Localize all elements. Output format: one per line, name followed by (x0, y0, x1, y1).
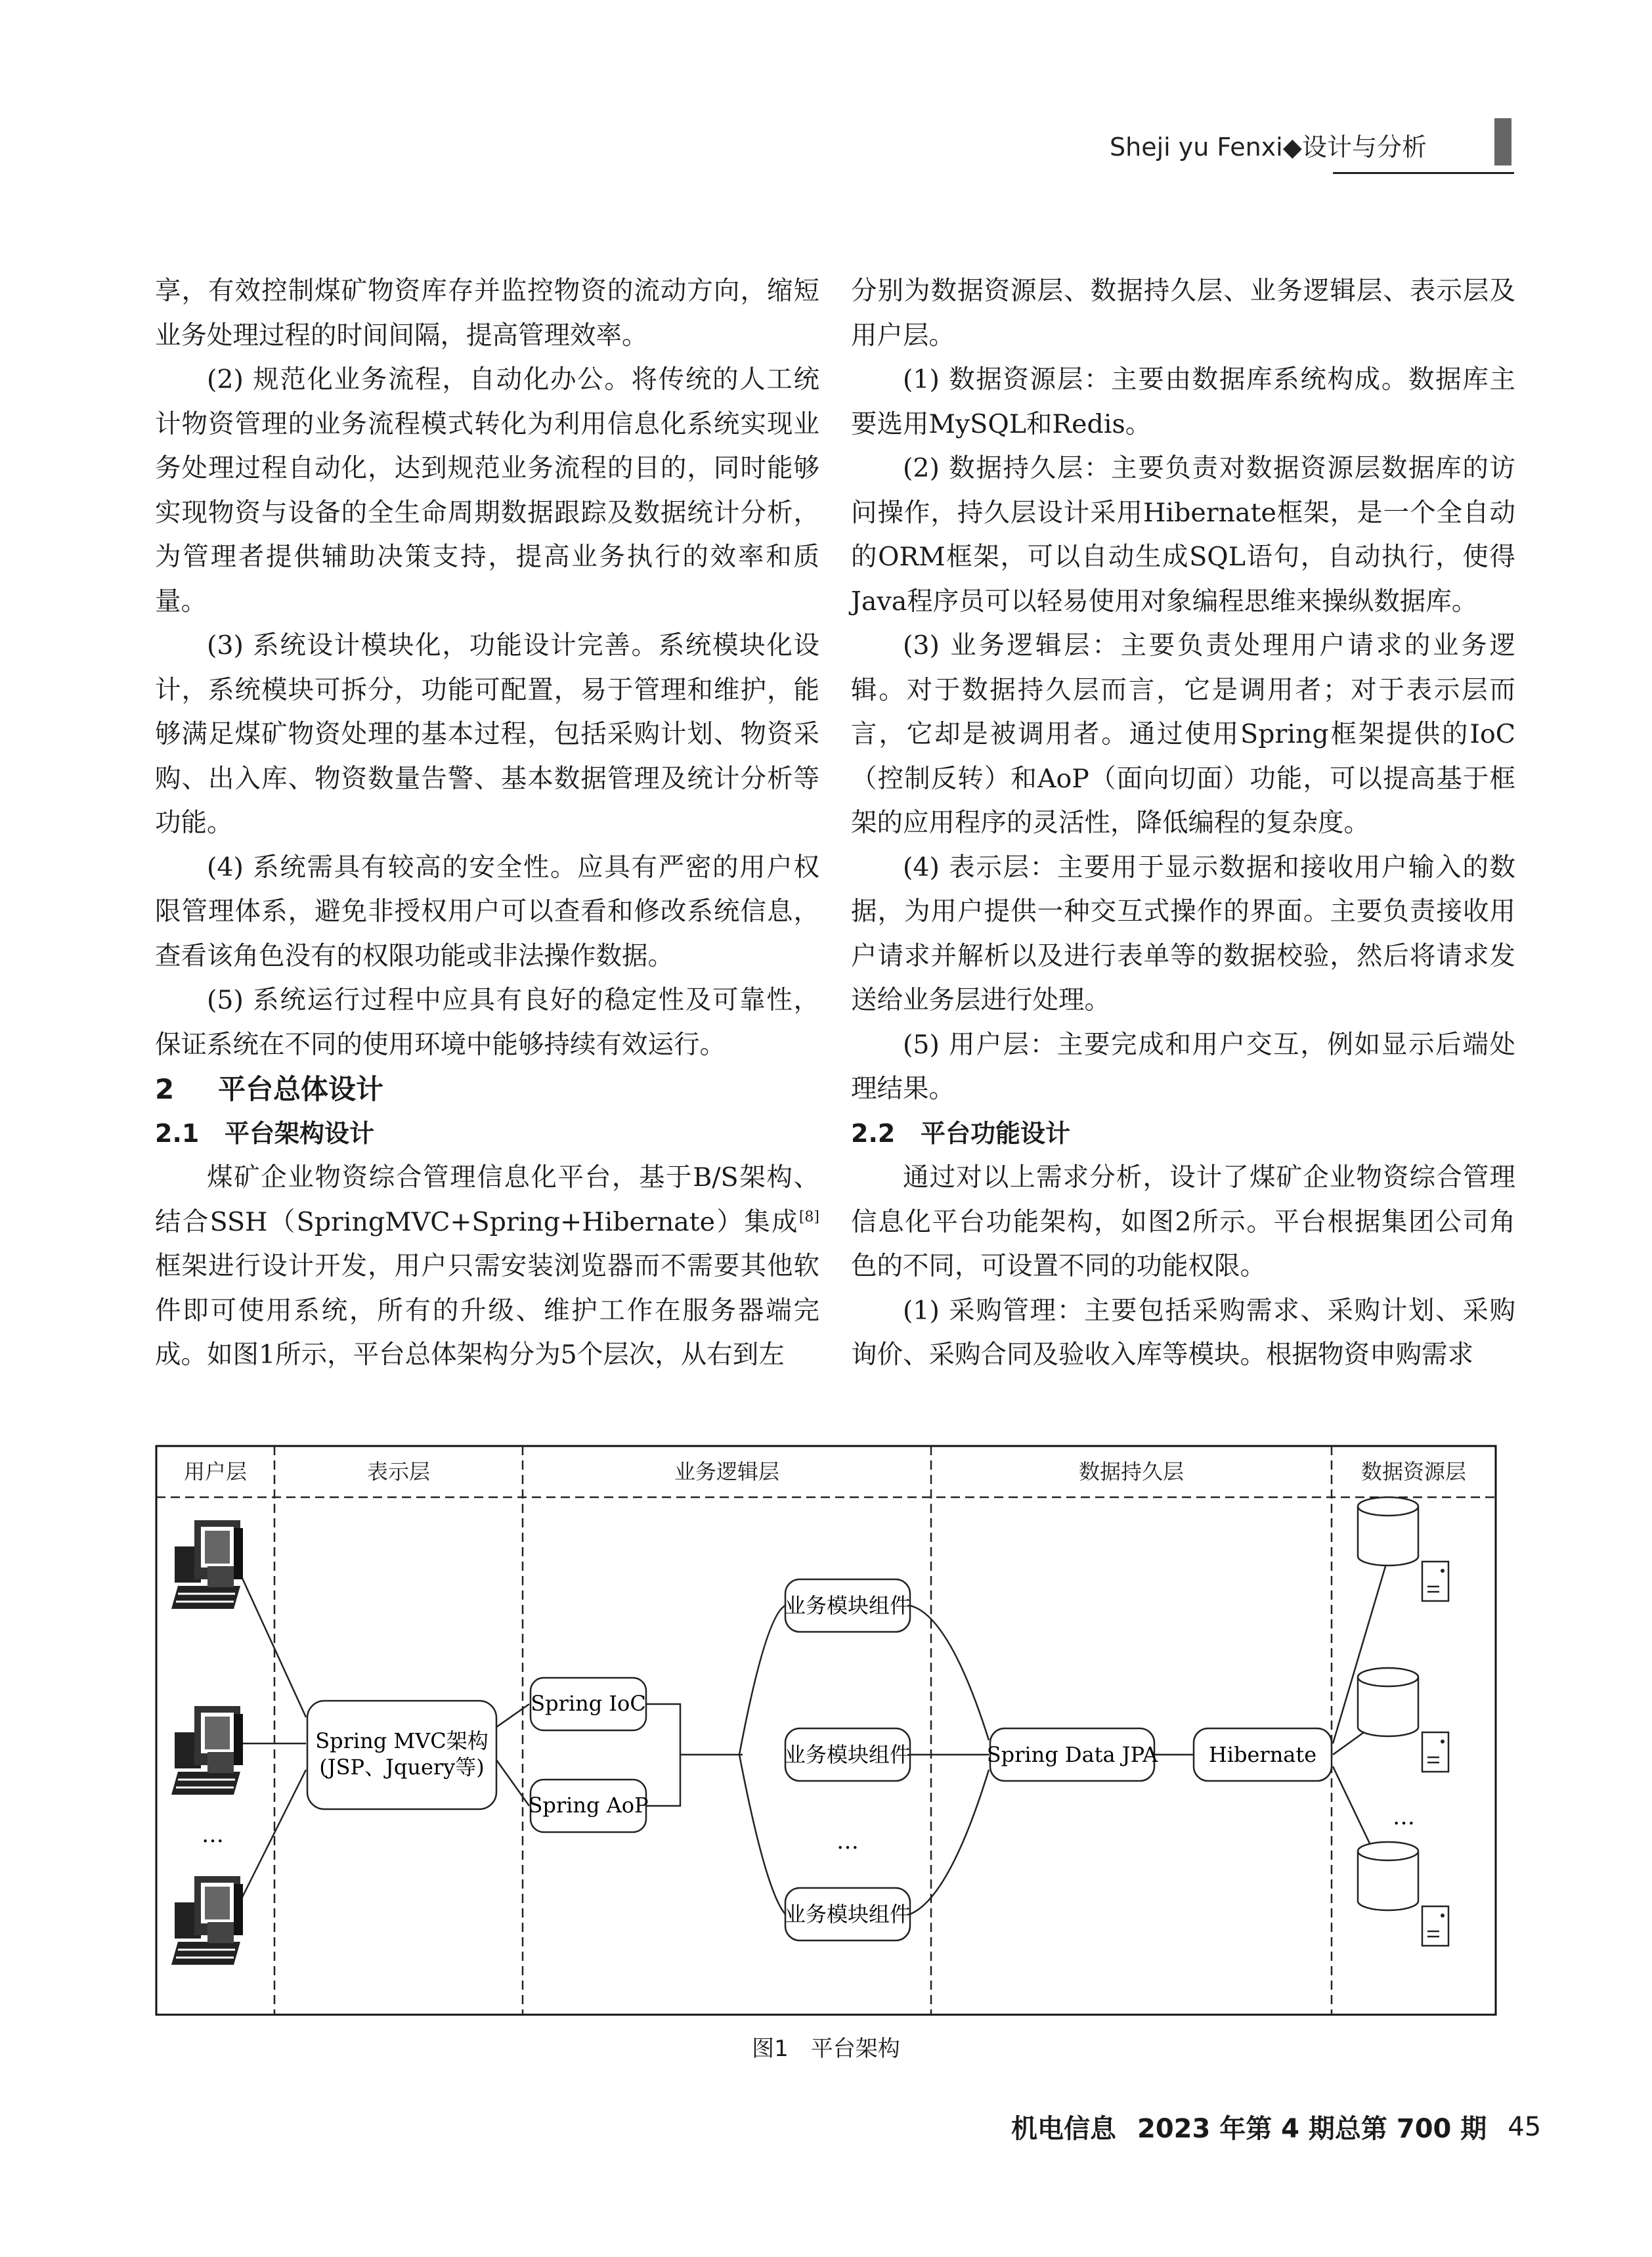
running-title: Sheji yu Fenxi◆设计与分析 (1110, 132, 1427, 162)
svg-text:业务模块组件: 业务模块组件 (784, 1902, 911, 1927)
module-ellipsis: … (837, 1828, 859, 1854)
paragraph: (5) 用户层：主要完成和用户交互，例如显示后端处理结果。 (851, 1029, 1515, 1104)
database-ellipsis: … (1393, 1804, 1415, 1830)
business-module-box (785, 1888, 911, 1940)
paragraph: 煤矿企业物资综合管理信息化平台，基于B/S架构、结合SSH（SpringMVC+Spring+Hibernate）集成[8]框架进行设计开发，用户只需安装浏览器而不需要其他软件即可使用系统，所有的升级、维护工作在服务器端完成。如图1所示，平台总体架构分为5个层次，从右到左 (155, 1162, 819, 1370)
layer-label-user: 用户层 (183, 1459, 248, 1484)
database-icon (1358, 1668, 1418, 1736)
mvc-label-1: Spring MVC架构 (315, 1728, 489, 1753)
svg-text:Spring IoC: Spring IoC (531, 1691, 646, 1716)
svg-text:业务模块组件: 业务模块组件 (784, 1742, 911, 1767)
layer-label-persistence: 数据持久层 (1078, 1459, 1185, 1484)
business-module-box (785, 1579, 911, 1632)
paragraph: (1) 数据资源层：主要由数据库系统构成。数据库主要选用MySQL和Redis。 (851, 364, 1515, 439)
database-icon (1358, 1497, 1418, 1566)
spring-mvc-box (307, 1701, 496, 1809)
subsection-heading: 2.2 平台功能设计 (851, 1118, 1071, 1148)
figure-caption: 图1 平台架构 (752, 2036, 900, 2062)
layer-label-presentation: 表示层 (366, 1459, 431, 1484)
svg-text:Spring Data JPA: Spring Data JPA (986, 1742, 1158, 1767)
user-computer-icon (171, 1520, 243, 1609)
subsection-heading: 2.1 平台架构设计 (155, 1118, 375, 1148)
paragraph: (2) 数据持久层：主要负责对数据资源层数据库的访问操作，持久层设计采用Hibernate框架，是一个全自动的ORM框架，可以自动生成SQL语句，自动执行，使得Java程序员可以轻易使用对象编程思维来操纵数据库。 (851, 453, 1515, 617)
user-computer-icon (171, 1706, 243, 1795)
architecture-diagram (155, 1445, 1497, 2019)
paragraph: (5) 系统运行过程中应具有良好的稳定性及可靠性，保证系统在不同的使用环境中能够持续有效运行。 (155, 985, 819, 1060)
hibernate-box (1194, 1728, 1332, 1781)
layer-label-data: 数据资源层 (1360, 1459, 1467, 1484)
svg-text:Spring AoP: Spring AoP (528, 1793, 649, 1818)
layer-label-business: 业务逻辑层 (674, 1459, 780, 1484)
layer-headers (184, 1459, 1466, 1484)
section-heading: 2 平台总体设计 (155, 1073, 384, 1105)
paragraph: (1) 采购管理：主要包括采购需求、采购计划、采购询价、采购合同及验收入库等模块。根据物资申购需求 (851, 1295, 1515, 1370)
journal-name: 机电信息 (1011, 2114, 1116, 2144)
page-footer (1011, 2108, 1541, 2145)
citation: [8] (798, 1208, 819, 1225)
mvc-label-2: (JSP、Jquery等) (319, 1755, 485, 1780)
spring-data-jpa-box (987, 1728, 1158, 1781)
right-column (851, 269, 1515, 1378)
svg-text:业务模块组件: 业务模块组件 (784, 1593, 911, 1618)
paragraph: 分别为数据资源层、数据持久层、业务逻辑层、表示层及用户层。 (851, 276, 1515, 351)
header-bar (1494, 118, 1511, 165)
server-icon (1422, 1732, 1448, 1772)
paragraph: (3) 系统设计模块化，功能设计完善。系统模块化设计，系统模块可拆分，功能可配置，易于管理和维护，能够满足煤矿物资处理的基本过程，包括采购计划、物资采购、出入库、物资数量告警、基本数据管理及统计分析等功能。 (155, 630, 819, 838)
paragraph: (2) 规范化业务流程，自动化办公。将传统的人工统计物资管理的业务流程模式转化为利用信息化系统实现业务处理过程自动化，达到规范业务流程的目的，同时能够实现物资与设备的全生命周期数据跟踪及数据统计分析，为管理者提供辅助决策支持，提高业务执行的效率和质量。 (155, 364, 819, 617)
left-column (155, 269, 819, 1378)
paragraph: (3) 业务逻辑层：主要负责处理用户请求的业务逻辑。对于数据持久层而言，它是调用者；对于表示层而言，它却是被调用者。通过使用Spring框架提供的IoC（控制反转）和AoP（面向切面）功能，可以提高基于框架的应用程序的灵活性，降低编程的复杂度。 (851, 630, 1515, 838)
header-rule (1333, 172, 1514, 174)
database-icon (1358, 1842, 1418, 1910)
paragraph: (4) 系统需具有较高的安全性。应具有严密的用户权限管理体系，避免非授权用户可以查看和修改系统信息，查看该角色没有的权限功能或非法操作数据。 (155, 852, 819, 971)
user-ellipsis: … (202, 1822, 224, 1848)
server-icon (1422, 1562, 1448, 1601)
page-number: 45 (1508, 2111, 1542, 2142)
svg-text:Hibernate: Hibernate (1208, 1742, 1317, 1767)
issue-info: 2023 年第 4 期总第 700 期 (1137, 2114, 1487, 2144)
paragraph: 享，有效控制煤矿物资库存并监控物资的流动方向，缩短业务处理过程的时间间隔，提高管理效率。 (155, 276, 819, 351)
user-computer-icon (171, 1876, 243, 1965)
business-module-box (785, 1728, 911, 1781)
spring-ioc-box (531, 1678, 646, 1730)
paragraph: (4) 表示层：主要用于显示数据和接收用户输入的数据，为用户提供一种交互式操作的界面。主要负责接收用户请求并解析以及进行表单等的数据校验，然后将请求发送给业务层进行处理。 (851, 852, 1515, 1015)
paragraph: 通过对以上需求分析，设计了煤矿企业物资综合管理信息化平台功能架构，如图2所示。平台根据集团公司角色的不同，可设置不同的功能权限。 (851, 1162, 1515, 1281)
server-icon (1422, 1906, 1448, 1946)
spring-aop-box (528, 1780, 648, 1832)
